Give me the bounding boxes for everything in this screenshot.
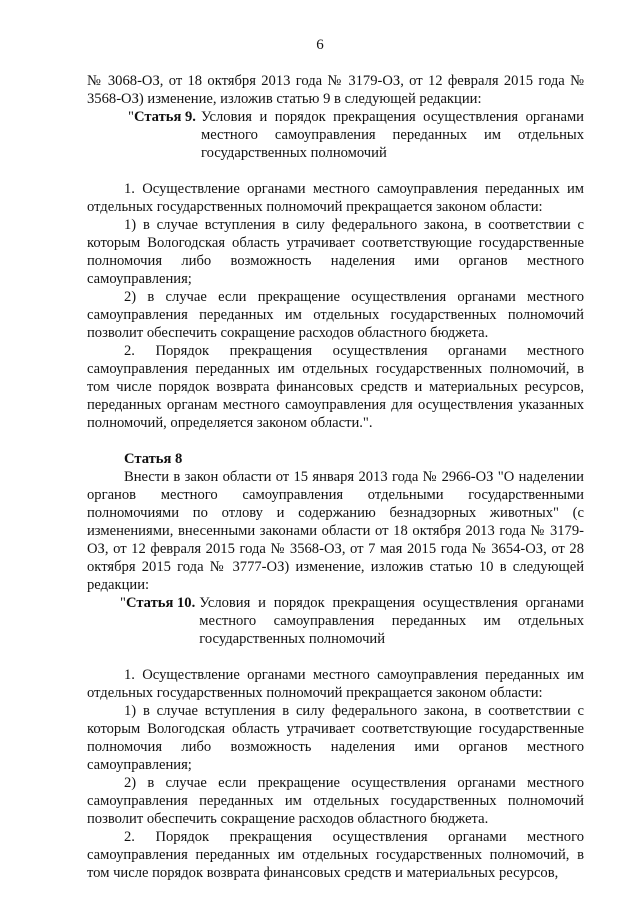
intro-paragraph: № 3068-ОЗ, от 18 октября 2013 года № 3179-ОЗ, от 12 февраля 2015 года № 3568-ОЗ) изменение, изложив статью 9 в следующей редакции:: [87, 73, 584, 107]
article-9-open-quote: ": [128, 109, 134, 125]
article-9-paragraph-2: 2. Порядок прекращения осуществления органами местного самоуправления переданных им отдельных государственных полномочий, в том числе порядок возврата финансовых средств и материальных ресурсов, переданных органам местного самоуправления для осуществления указанных полномочий, определяется законом области.".: [87, 343, 584, 431]
article-9-title: Условия и порядок прекращения осуществления органами местного самоуправления переданных им отдельных государственных полномочий: [200, 109, 584, 161]
article-10-open-quote: ": [120, 595, 126, 611]
article-9-item-1: 1) в случае вступления в силу федерального закона, в соответствии с которым Вологодская область утрачивает соответствующие государственные полномочия либо возможность наделения ими органов местного самоуправления;: [87, 217, 584, 287]
article-10-paragraph-2: 2. Порядок прекращения осуществления органами местного самоуправления переданных им отдельных государственных полномочий, в том числе порядок возврата финансовых средств и материальных ресурсов,: [87, 829, 584, 881]
article-10-title: Условия и порядок прекращения осуществления органами местного самоуправления переданных им отдельных государственных полномочий: [199, 595, 584, 647]
article-10-paragraph-1: 1. Осуществление органами местного самоуправления переданных им отдельных государственных полномочий прекращается законом области:: [87, 667, 584, 701]
article-9-paragraph-1: 1. Осуществление органами местного самоуправления переданных им отдельных государственных полномочий прекращается законом области:: [87, 181, 584, 215]
article-10-label: Статья 10.: [125, 595, 196, 611]
article-10-header: [87, 594, 584, 648]
page-number: 6: [316, 37, 324, 53]
article-8-text: Внести в закон области от 15 января 2013 года № 2966-ОЗ "О наделении органов местного самоуправления отдельными государственными полномочиями по отлову и содержанию безнадзорных животных" (с изменениями, внесенными законами области от 18 октября 2013 года № 3179-ОЗ, от 12 февраля 2015 года № 3568-ОЗ, от 7 мая 2015 года № 3654-ОЗ, от 28 октября 2015 года № 3777-ОЗ) изменение, изложив статью 10 в следующей редакции:: [87, 469, 584, 593]
document-body: [87, 72, 584, 882]
article-8-heading: Статья 8: [124, 451, 183, 467]
article-10-item-2: 2) в случае если прекращение осуществления органами местного самоуправления переданных им отдельных государственных полномочий позволит обеспечить сокращение расходов областного бюджета.: [87, 775, 584, 827]
article-9-label: Статья 9.: [133, 109, 196, 125]
article-10-item-1: 1) в случае вступления в силу федерального закона, в соответствии с которым Вологодская область утрачивает соответствующие государственные полномочия либо возможность наделения ими органов местного самоуправления;: [87, 703, 584, 773]
article-9-header: [87, 108, 584, 162]
article-9-item-2: 2) в случае если прекращение осуществления органами местного самоуправления переданных им отдельных государственных полномочий позволит обеспечить сокращение расходов областного бюджета.: [87, 289, 584, 341]
